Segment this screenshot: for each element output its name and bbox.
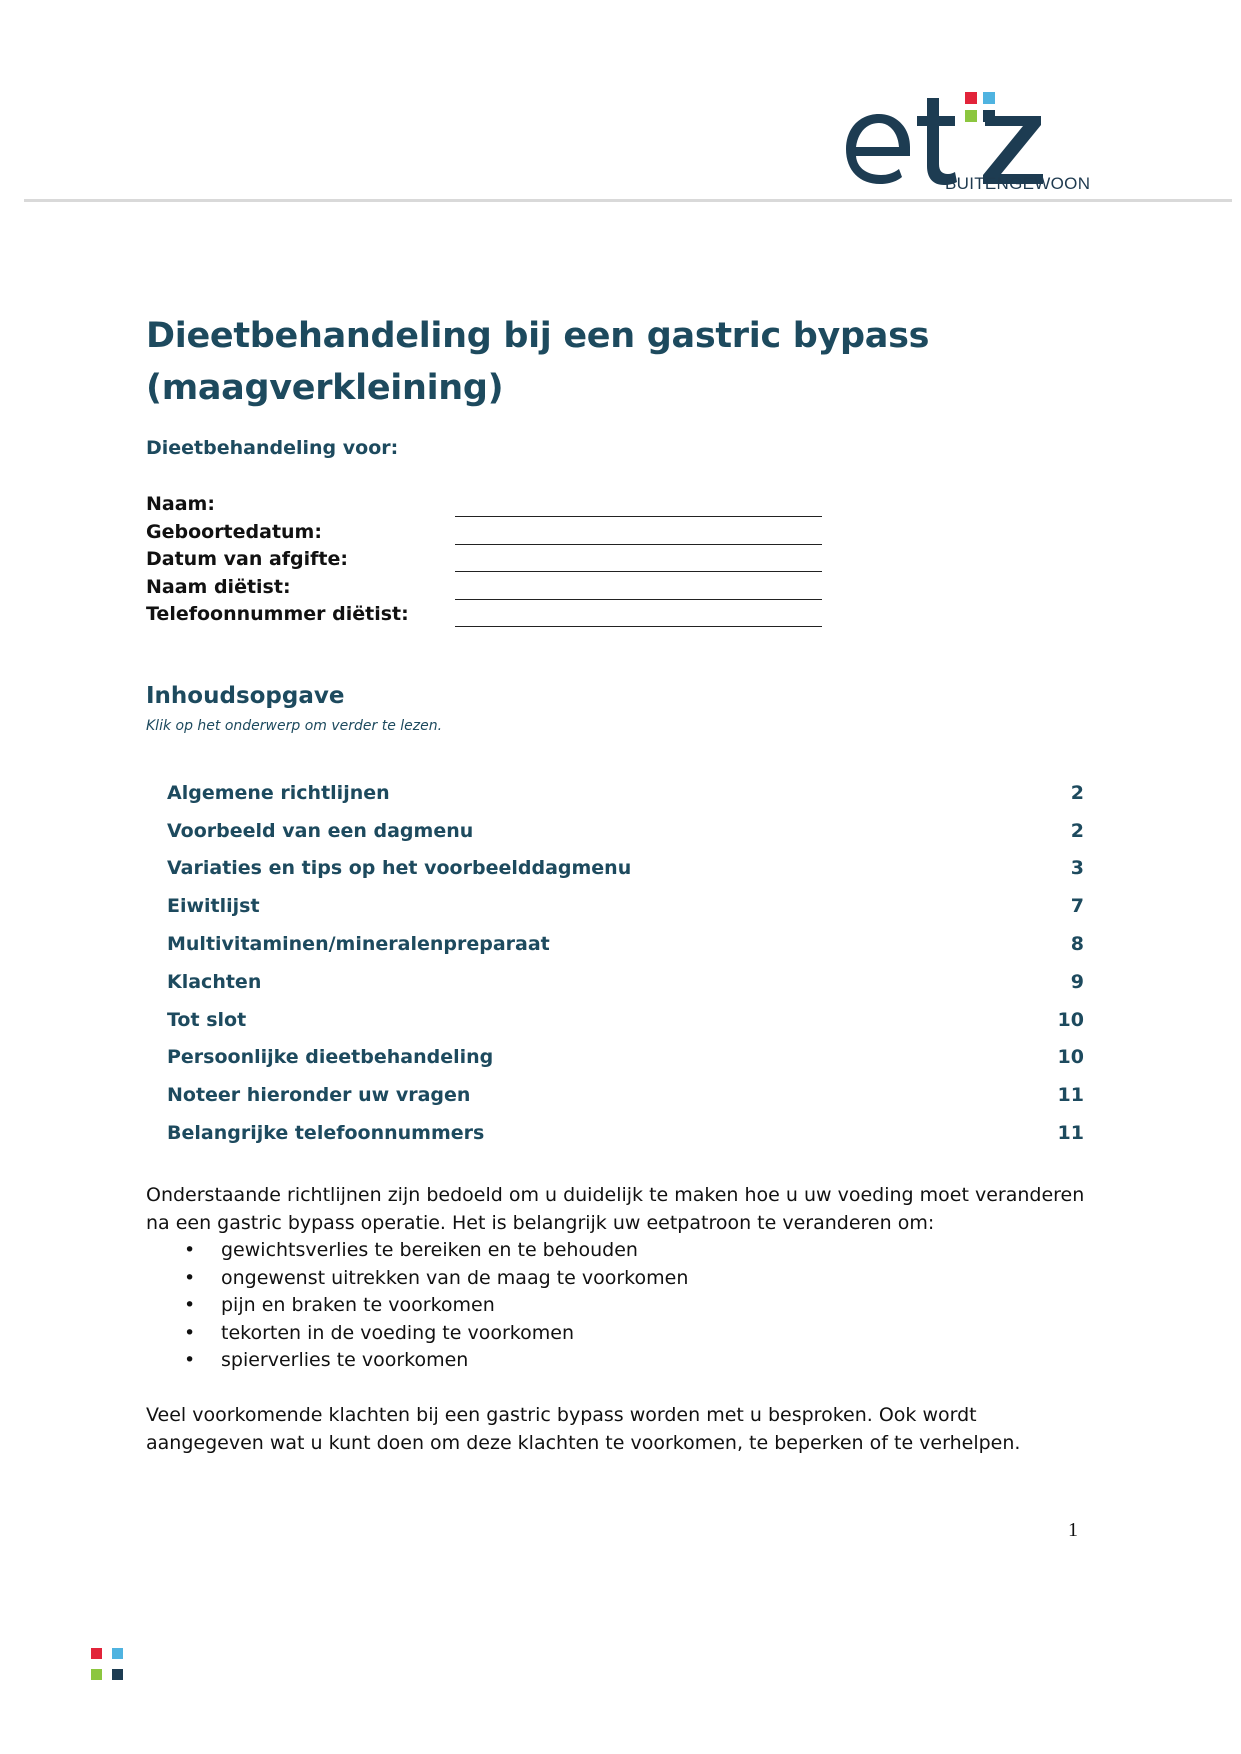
toc-link[interactable]	[167, 1039, 1084, 1077]
form-row-birthdate	[146, 519, 409, 547]
intro-paragraph: Onderstaande richtlijnen zijn bedoeld om u duidelijk te maken hoe u uw voeding moet veranderen na een gastric bypass operatie. Het is belangrijk uw eetpatroon te veranderen om:	[146, 1184, 1085, 1234]
toc-title: Belangrijke telefoonnummers	[167, 1122, 485, 1145]
list-item-text: gewichtsverlies te bereiken en te behouden	[221, 1239, 638, 1261]
toc-title: Algemene richtlijnen	[167, 781, 390, 804]
page-number: 1	[1068, 1519, 1078, 1541]
toc-link[interactable]	[167, 963, 1084, 1001]
toc-link[interactable]	[167, 812, 1084, 850]
name-field-line[interactable]	[455, 516, 822, 517]
form-label: Naam:	[146, 493, 215, 515]
toc-title: Noteer hieronder uw vragen	[167, 1084, 471, 1107]
issue-date-field-line[interactable]	[455, 571, 822, 572]
goals-list	[184, 1237, 688, 1375]
list-item-text: spierverlies te voorkomen	[221, 1349, 469, 1371]
toc-page: 10	[1057, 1046, 1084, 1069]
dietitian-phone-field-line[interactable]	[455, 626, 822, 627]
bullet-icon: •	[184, 1349, 196, 1371]
document-title: Dieetbehandeling bij een gastric bypass (maagverkleining)	[146, 316, 930, 408]
bullet-icon: •	[184, 1239, 196, 1261]
bullet-icon: •	[184, 1294, 196, 1316]
form-label: Datum van afgifte:	[146, 548, 348, 570]
patient-form	[146, 491, 409, 629]
header-divider	[24, 199, 1232, 202]
list-item	[184, 1237, 688, 1265]
list-item	[184, 1347, 688, 1375]
form-row-issue-date	[146, 546, 409, 574]
toc-title: Klachten	[167, 970, 262, 993]
toc-page: 11	[1057, 1084, 1084, 1107]
toc-link[interactable]	[167, 1076, 1084, 1114]
toc-link[interactable]	[167, 850, 1084, 888]
closing-paragraph: Veel voorkomende klachten bij een gastric bypass worden met u besproken. Ook wordt aangegeven wat u kunt doen om deze klachten te voorkomen, te beperken of te verhelpen.	[146, 1404, 1021, 1454]
birthdate-field-line[interactable]	[455, 544, 822, 545]
toc-title: Persoonlijke dieetbehandeling	[167, 1046, 494, 1069]
toc-page: 10	[1057, 1008, 1084, 1031]
toc-title: Eiwitlijst	[167, 895, 260, 918]
toc-link[interactable]	[167, 887, 1084, 925]
list-item-text: tekorten in de voeding te voorkomen	[221, 1321, 574, 1344]
bullet-icon: •	[184, 1321, 196, 1344]
toc-page: 7	[1070, 895, 1084, 918]
bullet-icon: •	[184, 1266, 196, 1289]
logo-tagline: BUITENGEWOON	[945, 174, 1091, 193]
toc-page: 8	[1070, 933, 1084, 956]
list-item	[184, 1320, 688, 1348]
for-heading: Dieetbehandeling voor:	[146, 437, 399, 459]
form-label: Naam diëtist:	[146, 575, 291, 598]
list-item-text: pijn en braken te voorkomen	[221, 1294, 495, 1316]
form-row-dietitian-phone	[146, 601, 409, 629]
toc-title: Multivitaminen/mineralenpreparaat	[167, 933, 550, 956]
toc-title: Voorbeeld van een dagmenu	[167, 819, 474, 842]
toc-link[interactable]	[167, 774, 1084, 812]
list-item	[184, 1292, 688, 1320]
toc-page: 2	[1070, 819, 1084, 842]
toc-link[interactable]	[167, 1114, 1084, 1152]
toc-page: 2	[1070, 781, 1084, 804]
toc-title: Variaties en tips op het voorbeelddagmenu	[167, 857, 632, 880]
table-of-contents	[167, 774, 1084, 1152]
list-item	[184, 1265, 688, 1293]
toc-page: 11	[1057, 1122, 1084, 1145]
form-row-dietitian	[146, 574, 409, 602]
form-label: Telefoonnummer diëtist:	[146, 603, 409, 625]
toc-title: Tot slot	[167, 1008, 247, 1031]
list-item-text: ongewenst uitrekken van de maag te voorkomen	[221, 1266, 689, 1289]
toc-link[interactable]	[167, 1001, 1084, 1039]
toc-page: 9	[1070, 970, 1084, 993]
toc-page: 3	[1070, 857, 1084, 880]
etz-dots-icon	[91, 1648, 125, 1682]
form-label: Geboortedatum:	[146, 520, 322, 543]
form-row-name	[146, 491, 409, 519]
toc-hint: Klik op het onderwerp om verder te lezen.	[146, 718, 443, 734]
toc-link[interactable]	[167, 925, 1084, 963]
dietitian-field-line[interactable]	[455, 599, 822, 600]
toc-heading: Inhoudsopgave	[146, 683, 345, 709]
